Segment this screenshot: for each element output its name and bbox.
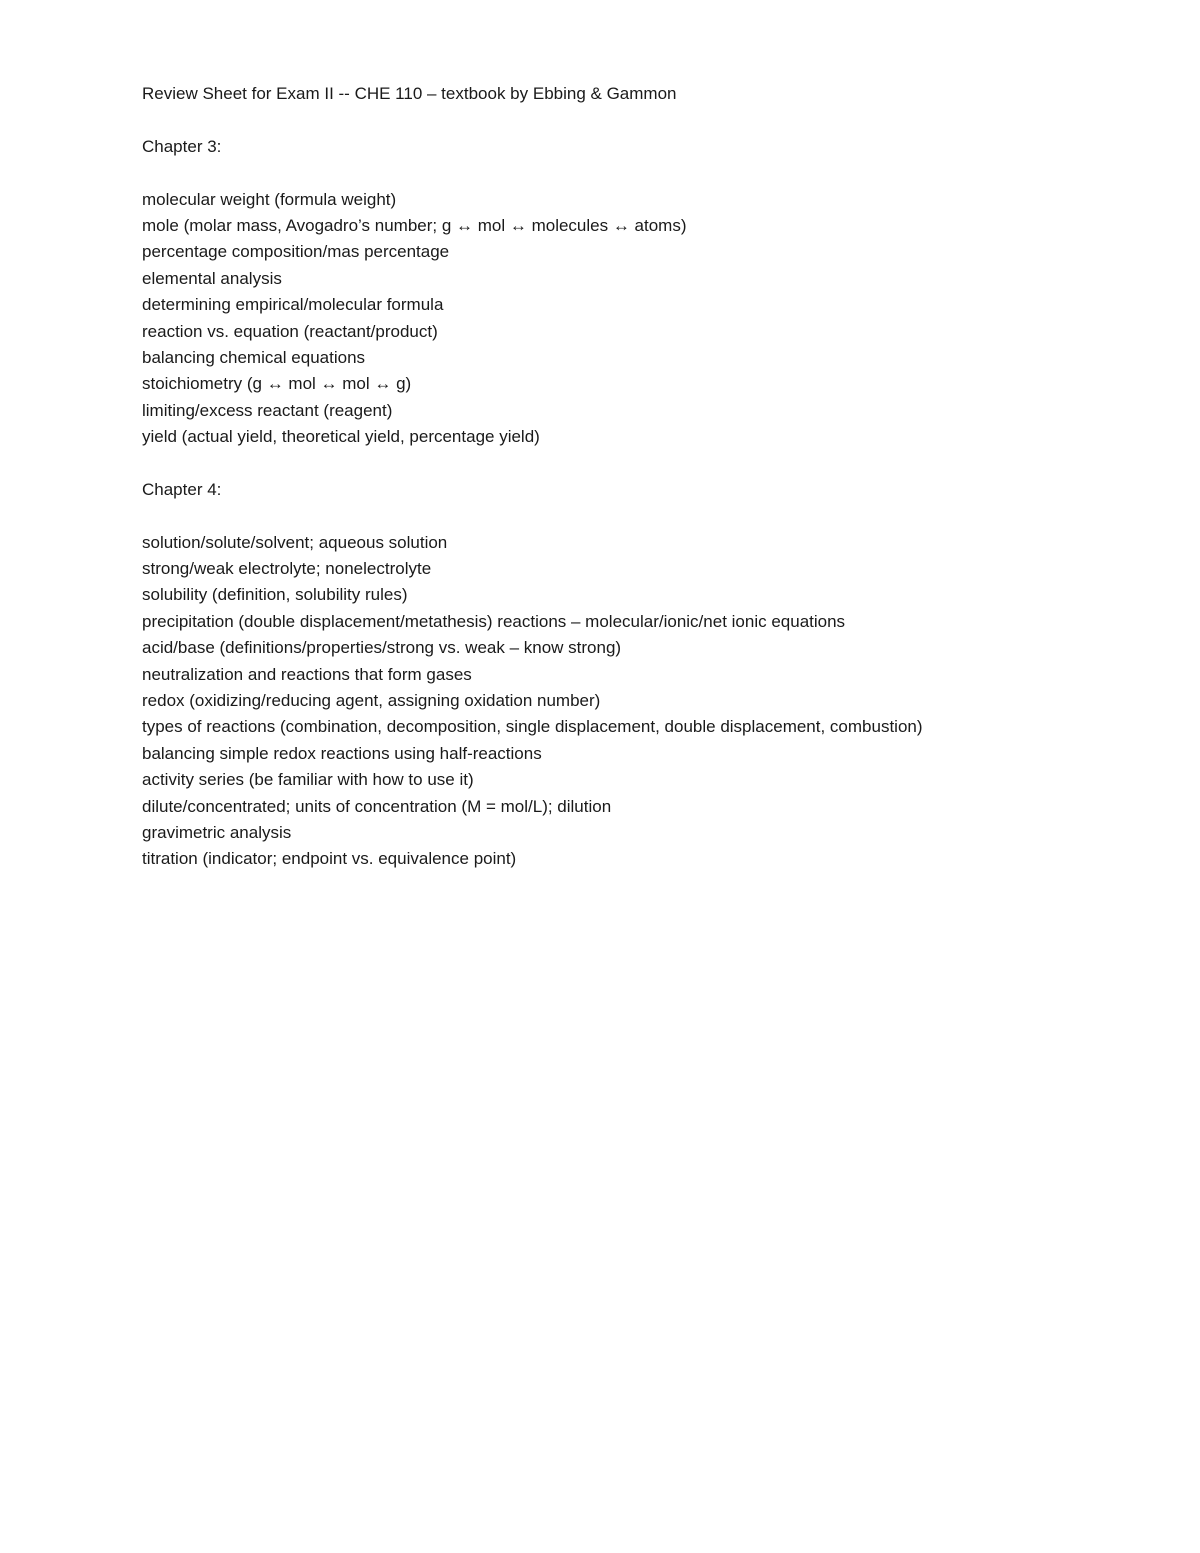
topic-item: balancing chemical equations: [142, 347, 366, 367]
topic-item: solubility (definition, solubility rules): [142, 585, 408, 605]
topic-item: determining empirical/molecular formula: [142, 295, 444, 315]
topic-item: molecular weight (formula weight): [142, 189, 397, 209]
spacer: [142, 107, 1142, 133]
spacer: [142, 450, 1142, 476]
topic-item: elemental analysis: [142, 268, 282, 288]
topic-item: activity series (be familiar with how to use it): [142, 770, 474, 790]
chapter-4-topic-list: [142, 530, 1142, 873]
topic-item: neutralization and reactions that form gases: [142, 664, 472, 684]
spacer: [142, 503, 1142, 529]
topic-item: types of reactions (combination, decomposition, single displacement, double displacement, combustion): [142, 717, 923, 737]
topic-item: strong/weak electrolyte; nonelectrolyte: [142, 559, 432, 579]
chapter-3-topic-list: [142, 187, 1142, 451]
chapter-3-heading: Chapter 3:: [142, 136, 222, 156]
topic-item: solution/solute/solvent; aqueous solution: [142, 532, 448, 552]
topic-item: precipitation (double displacement/metathesis) reactions – molecular/ionic/net ionic equations: [142, 611, 846, 631]
spacer: [142, 160, 1142, 186]
topic-item: gravimetric analysis: [142, 822, 292, 842]
topic-item: acid/base (definitions/properties/strong vs. weak – know strong): [142, 638, 622, 658]
topic-item: stoichiometry (g ↔ mol ↔ mol ↔ g): [142, 374, 412, 394]
topic-item: titration (indicator; endpoint vs. equivalence point): [142, 849, 517, 869]
topic-item: percentage composition/mas percentage: [142, 242, 450, 262]
chapter-4-heading: Chapter 4:: [142, 479, 222, 499]
topic-item: mole (molar mass, Avogadro’s number; g ↔ mol ↔ molecules ↔ atoms): [142, 215, 687, 235]
topic-item: yield (actual yield, theoretical yield, percentage yield): [142, 427, 540, 447]
topic-item: dilute/concentrated; units of concentration (M = mol/L); dilution: [142, 796, 612, 816]
topic-item: limiting/excess reactant (reagent): [142, 400, 393, 420]
topic-item: balancing simple redox reactions using half-reactions: [142, 743, 542, 763]
topic-item: reaction vs. equation (reactant/product): [142, 321, 438, 341]
document-title: Review Sheet for Exam II -- CHE 110 – textbook by Ebbing & Gammon: [142, 84, 677, 103]
document-body: [142, 81, 1142, 873]
topic-item: redox (oxidizing/reducing agent, assigning oxidation number): [142, 690, 601, 710]
